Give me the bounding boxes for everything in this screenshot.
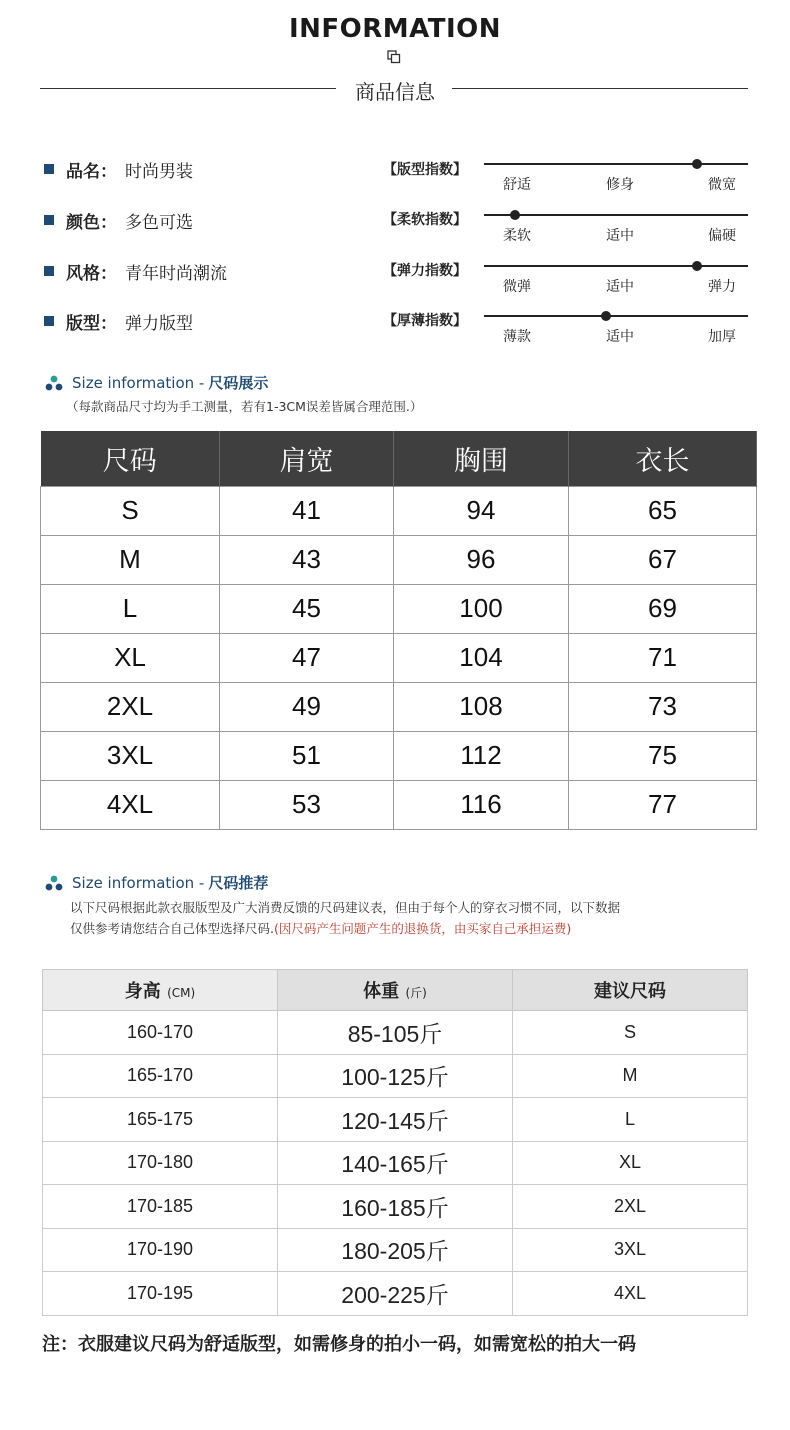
size-cell: XL bbox=[41, 633, 220, 682]
row-spacer bbox=[757, 535, 771, 584]
square-bullet-icon bbox=[44, 316, 54, 326]
weight-cell: 85-105斤 bbox=[278, 1011, 513, 1055]
attribute-value: 青年时尚潮流 bbox=[125, 263, 227, 284]
index-tick-label: 适中 bbox=[606, 279, 634, 295]
height-cell: 170-195 bbox=[43, 1272, 278, 1316]
recommend-section-heading bbox=[44, 872, 268, 893]
square-bullet-icon bbox=[44, 266, 54, 276]
length-cell: 73 bbox=[569, 682, 757, 731]
weight-cell: 140-165斤 bbox=[278, 1141, 513, 1185]
header-spacer bbox=[757, 431, 771, 486]
index-tick-label: 偏硬 bbox=[708, 228, 736, 244]
index-tick-label: 舒适 bbox=[503, 177, 531, 193]
table-header-row bbox=[43, 970, 748, 1011]
table-row bbox=[41, 486, 771, 535]
index-marker bbox=[692, 261, 702, 271]
length-cell: 75 bbox=[569, 731, 757, 780]
shoulder-cell: 51 bbox=[220, 731, 394, 780]
height-cell: 160-170 bbox=[43, 1011, 278, 1055]
section-heading-cn: 尺码展示 bbox=[208, 374, 269, 392]
table-row bbox=[41, 633, 771, 682]
header-unit: (斤) bbox=[405, 986, 427, 1000]
shoulder-cell: 47 bbox=[220, 633, 394, 682]
row-spacer bbox=[757, 682, 771, 731]
chest-cell: 108 bbox=[394, 682, 569, 731]
table-row bbox=[43, 1141, 748, 1185]
size-cell: L bbox=[41, 584, 220, 633]
column-header: 尺码 bbox=[41, 431, 220, 486]
attribute-value: 时尚男装 bbox=[125, 161, 193, 182]
index-tick-label: 适中 bbox=[606, 228, 634, 244]
chest-cell: 94 bbox=[394, 486, 569, 535]
index-tick-label: 柔软 bbox=[503, 228, 531, 244]
size-table bbox=[40, 431, 771, 830]
table-row bbox=[43, 1272, 748, 1316]
recommend-table bbox=[42, 969, 748, 1316]
attribute-key: 颜色： bbox=[66, 212, 117, 233]
attribute-row bbox=[44, 309, 193, 333]
weight-cell: 120-145斤 bbox=[278, 1098, 513, 1142]
shoulder-cell: 53 bbox=[220, 780, 394, 829]
index-tick-label: 微宽 bbox=[708, 177, 736, 193]
recommend-note-line1: 以下尺码根据此款衣服版型及广大消费反馈的尺码建议表，但由于每个人的穿衣习惯不同，以下数据 bbox=[70, 900, 621, 915]
shoulder-cell: 41 bbox=[220, 486, 394, 535]
table-header-row bbox=[41, 431, 771, 486]
attribute-key: 品名： bbox=[66, 161, 117, 182]
header-unit: (CM) bbox=[167, 986, 196, 1000]
table-row bbox=[41, 535, 771, 584]
index-tick-label: 薄款 bbox=[503, 329, 531, 345]
index-scale-line bbox=[484, 163, 748, 165]
table-row bbox=[41, 731, 771, 780]
column-header-size bbox=[513, 970, 748, 1011]
index-label: 【厚薄指数】 bbox=[383, 313, 467, 329]
square-bullet-icon bbox=[44, 215, 54, 225]
size-section-heading bbox=[44, 372, 268, 393]
header-divider-right bbox=[452, 88, 748, 89]
column-header: 胸围 bbox=[394, 431, 569, 486]
row-spacer bbox=[757, 633, 771, 682]
row-spacer bbox=[757, 584, 771, 633]
attribute-value: 多色可选 bbox=[125, 212, 193, 233]
index-tick-label: 微弹 bbox=[503, 279, 531, 295]
index-label: 【版型指数】 bbox=[383, 162, 467, 178]
header-label: 体重 bbox=[363, 981, 400, 1002]
table-row bbox=[41, 780, 771, 829]
column-header: 肩宽 bbox=[220, 431, 394, 486]
height-cell: 170-190 bbox=[43, 1228, 278, 1272]
index-marker bbox=[510, 210, 520, 220]
column-header-height bbox=[43, 970, 278, 1011]
height-cell: 170-185 bbox=[43, 1185, 278, 1229]
weight-cell: 100-125斤 bbox=[278, 1054, 513, 1098]
footer-note: 注：衣服建议尺码为舒适版型，如需修身的拍小一码，如需宽松的拍大一码 bbox=[42, 1334, 636, 1355]
square-bullet-icon bbox=[44, 164, 54, 174]
height-cell: 170-180 bbox=[43, 1141, 278, 1185]
size-cell: 2XL bbox=[513, 1185, 748, 1229]
table-row bbox=[43, 1185, 748, 1229]
index-tick-label: 适中 bbox=[606, 329, 634, 345]
size-cell: 3XL bbox=[41, 731, 220, 780]
height-cell: 165-175 bbox=[43, 1098, 278, 1142]
index-label: 【柔软指数】 bbox=[383, 212, 467, 228]
attribute-row bbox=[44, 157, 193, 181]
length-cell: 67 bbox=[569, 535, 757, 584]
index-tick-label: 弹力 bbox=[708, 279, 736, 295]
index-marker bbox=[601, 311, 611, 321]
size-cell: M bbox=[513, 1054, 748, 1098]
refund-warning: (因尺码产生问题产生的退换货，由买家自己承担运费) bbox=[273, 921, 572, 936]
chest-cell: 100 bbox=[394, 584, 569, 633]
index-marker bbox=[692, 159, 702, 169]
page-title: INFORMATION bbox=[288, 14, 502, 44]
index-tick-label: 加厚 bbox=[708, 329, 736, 345]
header-label: 身高 bbox=[124, 981, 161, 1002]
shoulder-cell: 43 bbox=[220, 535, 394, 584]
page-subtitle: 商品信息 bbox=[355, 80, 435, 104]
header-label: 建议尺码 bbox=[594, 981, 666, 1002]
attribute-key: 版型： bbox=[66, 313, 117, 334]
length-cell: 77 bbox=[569, 780, 757, 829]
size-note: （每款商品尺寸均为手工测量，若有1-3CM误差皆属合理范围.） bbox=[66, 399, 423, 414]
size-cell: 4XL bbox=[513, 1272, 748, 1316]
size-cell: L bbox=[513, 1098, 748, 1142]
attribute-key: 风格： bbox=[66, 263, 117, 284]
weight-cell: 160-185斤 bbox=[278, 1185, 513, 1229]
size-cell: XL bbox=[513, 1141, 748, 1185]
index-scale-line bbox=[484, 214, 748, 216]
shoulder-cell: 49 bbox=[220, 682, 394, 731]
index-scale-line bbox=[484, 265, 748, 267]
recommend-note-text: 仅供参考请您结合自己体型选择尺码. bbox=[70, 921, 274, 936]
table-row bbox=[43, 1098, 748, 1142]
chest-cell: 112 bbox=[394, 731, 569, 780]
chest-cell: 96 bbox=[394, 535, 569, 584]
copy-icon bbox=[387, 50, 401, 64]
size-cell: S bbox=[41, 486, 220, 535]
size-cell: 3XL bbox=[513, 1228, 748, 1272]
attribute-row bbox=[44, 259, 227, 283]
row-spacer bbox=[757, 486, 771, 535]
weight-cell: 180-205斤 bbox=[278, 1228, 513, 1272]
table-row bbox=[43, 1228, 748, 1272]
table-row bbox=[41, 584, 771, 633]
chest-cell: 116 bbox=[394, 780, 569, 829]
table-row bbox=[41, 682, 771, 731]
section-heading-cn: 尺码推荐 bbox=[208, 874, 269, 892]
size-cell: 2XL bbox=[41, 682, 220, 731]
size-cell: M bbox=[41, 535, 220, 584]
column-header: 衣长 bbox=[569, 431, 757, 486]
column-header-weight bbox=[278, 970, 513, 1011]
size-cell: 4XL bbox=[41, 780, 220, 829]
cluster-icon bbox=[44, 875, 64, 891]
height-cell: 165-170 bbox=[43, 1054, 278, 1098]
table-row bbox=[43, 1054, 748, 1098]
size-cell: S bbox=[513, 1011, 748, 1055]
shoulder-cell: 45 bbox=[220, 584, 394, 633]
table-row bbox=[43, 1011, 748, 1055]
length-cell: 71 bbox=[569, 633, 757, 682]
recommend-note-line2 bbox=[70, 919, 571, 937]
row-spacer bbox=[757, 780, 771, 829]
index-tick-label: 修身 bbox=[606, 177, 634, 193]
section-heading-en: Size information - bbox=[72, 873, 205, 892]
attribute-row bbox=[44, 208, 193, 232]
row-spacer bbox=[757, 731, 771, 780]
weight-cell: 200-225斤 bbox=[278, 1272, 513, 1316]
length-cell: 69 bbox=[569, 584, 757, 633]
length-cell: 65 bbox=[569, 486, 757, 535]
chest-cell: 104 bbox=[394, 633, 569, 682]
section-heading-en: Size information - bbox=[72, 373, 205, 392]
cluster-icon bbox=[44, 375, 64, 391]
attribute-value: 弹力版型 bbox=[125, 313, 193, 334]
index-label: 【弹力指数】 bbox=[383, 263, 467, 279]
index-scale-line bbox=[484, 315, 748, 317]
